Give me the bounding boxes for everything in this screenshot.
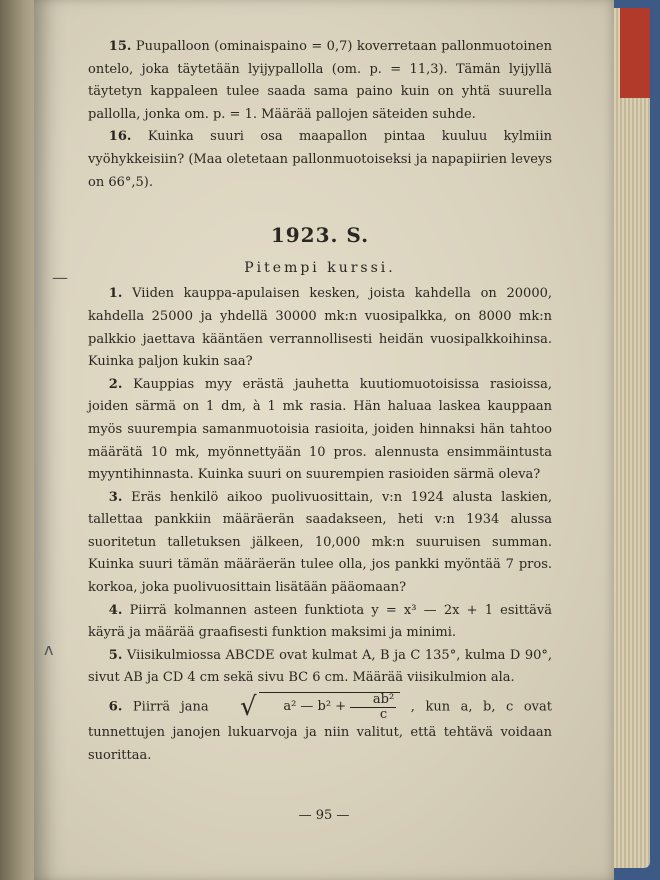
problem-number: 3. (108, 489, 123, 505)
problem-text: Viisikulmiossa ABCDE ovat kulmat A, B ja C 135°, kulma D 90°, sivut AB ja CD 4 cm sekä sivu BC 6 cm. Määrää viisikulmion ala. (88, 647, 552, 686)
section-subheading: Pitempi kurssi. (244, 259, 396, 276)
page-stack-edge (610, 8, 650, 868)
fraction-denominator: c (379, 707, 388, 723)
problem-6 (88, 692, 552, 767)
problem-text: Eräs henkilö aikoo puolivuosittain, v:n 1924 alusta laskien, tallettaa pankkiin määräerän saadakseen, heti v:n 1934 alussa suoritetun talletuksen jälkeen, 10,000 mk:n suuruisen summan. Kuinka suuri tämän määräerän tulee olla, jos pankki myöntää 7 pros. korkoa, joka puolivuosittain lisätään pääomaan? (88, 489, 552, 596)
problem-4 (88, 600, 552, 645)
problem-number: 6. (108, 699, 123, 715)
page-number: — 95 — (298, 808, 350, 823)
problem-number: 16. (108, 129, 132, 145)
pencil-mark: — (52, 268, 68, 287)
problem-text: Puupalloon (ominaispaino = 0,7) koverretaan pallonmuotoinen ontelo, joka täytetään lyijypallolla (om. p. = 11,3). Tämän lyijyllä täytetyn kappaleen tulee saada sama paino kuin on yhtä suurella pallolla, jonka om. p. = 1. Määrää pallojen säteiden suhde. (88, 39, 552, 122)
problem-16 (88, 126, 552, 194)
red-cover-corner (620, 8, 650, 98)
problem-suffix: , kun a, b, c ovat tunnettujen janojen lukuarvoja ja niin valitut, että tehtävä voidaan suorittaa. (88, 699, 552, 763)
problem-15 (88, 36, 552, 126)
problem-number: 1. (108, 286, 123, 302)
page-text (88, 36, 552, 769)
problem-number: 15. (108, 39, 132, 54)
problem-2 (88, 374, 552, 487)
square-root-formula (219, 692, 400, 722)
problem-3 (88, 487, 552, 600)
book-page (34, 0, 614, 880)
fraction (350, 693, 396, 722)
problem-number: 2. (108, 376, 123, 392)
problem-text: Kuinka suuri osa maapallon pintaa kuuluu kylmiin vyöhykkeisiin? (Maa oletetaan pallonmuotoiseksi ja napapiirien leveys on 66°,5). (88, 129, 552, 190)
problem-prefix: Piirrä jana (132, 699, 209, 715)
radicand-start: a² — b² + (283, 699, 347, 715)
problem-number: 4. (108, 602, 123, 618)
radicand (259, 692, 401, 722)
section-heading: 1923. S. (270, 223, 370, 248)
problem-5 (88, 645, 552, 690)
problem-text: Piirrä kolmannen asteen funktiota y = x³ — 2x + 1 esittävä käyrä ja määrää graafisesti funktion maksimi ja minimi. (88, 602, 552, 641)
square-root-sign: √ (239, 691, 257, 722)
problem-text: Viiden kauppa-apulaisen kesken, joista kahdella on 20000, kahdella 25000 ja yhdellä 30000 mk:n vuosipalkka, on 8000 mk:n palkkio jaettava kääntäen verrannollisesti heidän vuosipalkkoihinsa. Kuinka paljon kukin saa? (88, 286, 552, 370)
problem-number: 5. (108, 647, 123, 663)
pencil-mark: ʌ (44, 640, 54, 659)
fraction-numerator: ab² (350, 693, 396, 708)
problem-text: Kauppias myy erästä jauhetta kuutiomuotoisissa rasioissa, joiden särmä on 1 dm, à 1 mk rasia. Hän haluaa laskea kauppaan myös suurempia samanmuotoisia rasioita, joiden hinnaksi hän tahtoo määrätä 10 mk, myönnettyään 10 pros. alennusta ensimmäintusta myyntihinnasta. Kuinka suuri on suurempien rasioiden särmä oleva? (88, 376, 553, 483)
problem-1 (88, 283, 552, 373)
